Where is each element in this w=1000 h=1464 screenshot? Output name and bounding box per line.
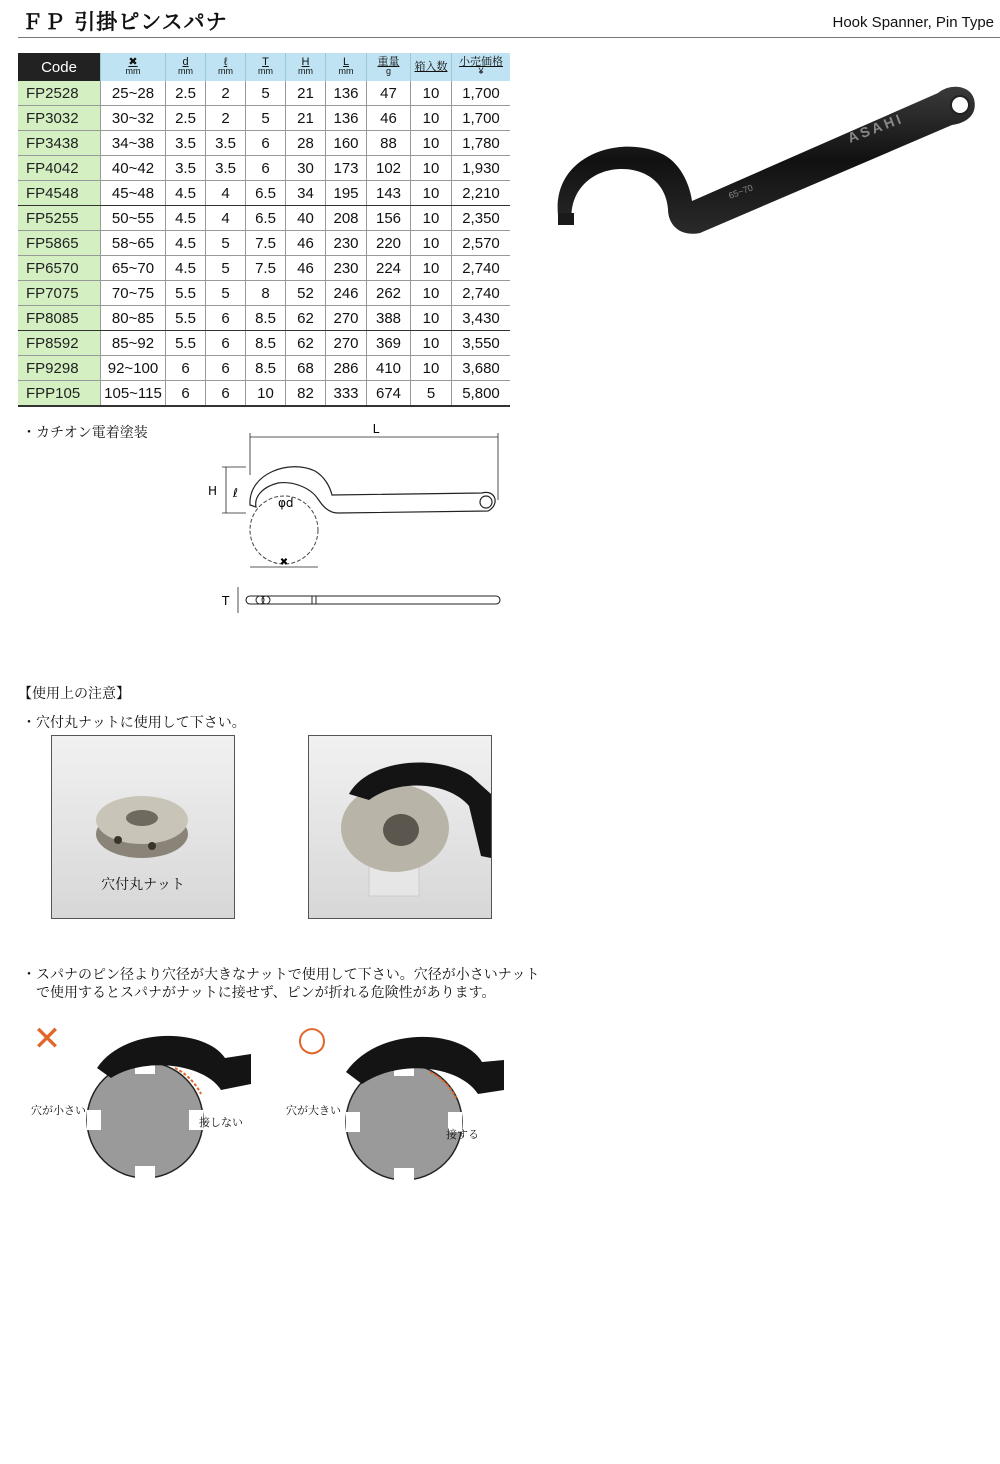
- table-cell: 674: [367, 381, 411, 407]
- table-cell: 5: [206, 256, 246, 281]
- table-cell: 410: [367, 356, 411, 381]
- table-row: [18, 156, 510, 181]
- table-cell: 246: [326, 281, 367, 306]
- table-cell: 2,740: [452, 281, 511, 306]
- table-cell: 2.5: [166, 106, 206, 131]
- bad-hole-label: 穴が小さい: [31, 1104, 86, 1117]
- product-code-cell: FP9298: [18, 356, 101, 381]
- table-cell: 195: [326, 181, 367, 206]
- caution-line-2b: で使用するとスパナがナットに接せず、ピンが折れる危険性があります。: [22, 985, 496, 1001]
- col-size: ✖ mm: [101, 53, 166, 81]
- dim-pin-length-label: ℓ: [233, 486, 238, 500]
- col-l: ℓ mm: [206, 53, 246, 81]
- table-row: [18, 81, 510, 106]
- spanner-on-nut-image: [309, 736, 491, 918]
- table-cell: 230: [326, 231, 367, 256]
- table-cell: 2,570: [452, 231, 511, 256]
- table-cell: 50~55: [101, 206, 166, 231]
- table-cell: 5.5: [166, 306, 206, 331]
- table-cell: 6: [206, 381, 246, 407]
- col-h: H mm: [286, 53, 326, 81]
- table-cell: 208: [326, 206, 367, 231]
- dim-h-label: H: [208, 484, 218, 498]
- col-weight: 重量 g: [367, 53, 411, 81]
- table-cell: 369: [367, 331, 411, 356]
- table-cell: 92~100: [101, 356, 166, 381]
- table-cell: 173: [326, 156, 367, 181]
- table-cell: 333: [326, 381, 367, 407]
- table-cell: 5: [246, 106, 286, 131]
- table-cell: 52: [286, 281, 326, 306]
- good-fit-illustration: [282, 1020, 512, 1180]
- table-cell: 88: [367, 131, 411, 156]
- table-cell: 28: [286, 131, 326, 156]
- table-cell: 2,350: [452, 206, 511, 231]
- table-cell: 40: [286, 206, 326, 231]
- spanner-on-nut-photo: [308, 735, 492, 919]
- table-cell: 10: [411, 256, 452, 281]
- table-cell: 3,430: [452, 306, 511, 331]
- table-cell: 10: [411, 131, 452, 156]
- table-cell: 3,680: [452, 356, 511, 381]
- table-cell: 230: [326, 256, 367, 281]
- product-code-cell: FP6570: [18, 256, 101, 281]
- product-code-cell: FP5255: [18, 206, 101, 231]
- table-cell: 6: [246, 131, 286, 156]
- table-cell: 6: [206, 356, 246, 381]
- table-cell: 10: [411, 331, 452, 356]
- spec-table-body: [18, 81, 510, 406]
- table-cell: 40~42: [101, 156, 166, 181]
- product-code-cell: FP4548: [18, 181, 101, 206]
- good-hole-label: 穴が大きい: [286, 1104, 341, 1117]
- table-cell: 224: [367, 256, 411, 281]
- table-cell: 47: [367, 81, 411, 106]
- dim-nut-label: ✖: [279, 557, 289, 568]
- table-cell: 82: [286, 381, 326, 407]
- table-cell: 10: [411, 106, 452, 131]
- table-cell: 3.5: [166, 131, 206, 156]
- table-cell: 3.5: [206, 131, 246, 156]
- table-cell: 30: [286, 156, 326, 181]
- table-cell: 270: [326, 306, 367, 331]
- col-price: 小売価格 ¥: [452, 53, 511, 81]
- product-code-cell: FP3032: [18, 106, 101, 131]
- table-cell: 1,780: [452, 131, 511, 156]
- table-cell: 136: [326, 81, 367, 106]
- col-length: L mm: [326, 53, 367, 81]
- table-cell: 6: [206, 331, 246, 356]
- table-row: [18, 206, 510, 231]
- col-t: T mm: [246, 53, 286, 81]
- table-cell: 25~28: [101, 81, 166, 106]
- table-cell: 85~92: [101, 331, 166, 356]
- table-cell: 156: [367, 206, 411, 231]
- table-cell: 2: [206, 81, 246, 106]
- table-cell: 2,210: [452, 181, 511, 206]
- table-cell: 388: [367, 306, 411, 331]
- table-cell: 143: [367, 181, 411, 206]
- table-cell: 68: [286, 356, 326, 381]
- table-cell: 10: [411, 231, 452, 256]
- caution-title: 【使用上の注意】: [18, 686, 130, 702]
- table-cell: 1,700: [452, 106, 511, 131]
- table-cell: 220: [367, 231, 411, 256]
- brand-engraving: ASAHI: [845, 109, 906, 146]
- col-d: d mm: [166, 53, 206, 81]
- table-row: [18, 131, 510, 156]
- product-code-cell: FP7075: [18, 281, 101, 306]
- table-cell: 4.5: [166, 206, 206, 231]
- table-cell: 5: [206, 231, 246, 256]
- table-cell: 2: [206, 106, 246, 131]
- table-cell: 286: [326, 356, 367, 381]
- product-code-cell: FP2528: [18, 81, 101, 106]
- dim-l-label: L: [372, 422, 380, 436]
- table-cell: 3.5: [166, 156, 206, 181]
- table-cell: 10: [411, 81, 452, 106]
- table-cell: 10: [411, 281, 452, 306]
- table-cell: 45~48: [101, 181, 166, 206]
- dim-t-label: T: [222, 594, 230, 608]
- table-cell: 10: [411, 181, 452, 206]
- table-row: [18, 381, 510, 407]
- product-code-cell: FP4042: [18, 156, 101, 181]
- table-cell: 62: [286, 306, 326, 331]
- table-row: [18, 281, 510, 306]
- table-cell: 58~65: [101, 231, 166, 256]
- table-cell: 70~75: [101, 281, 166, 306]
- table-cell: 4.5: [166, 256, 206, 281]
- dim-pin-dia-label: φd: [278, 496, 294, 510]
- caution-line-1: ・穴付丸ナットに使用して下さい。: [22, 715, 246, 731]
- coating-note: ・カチオン電着塗装: [22, 425, 148, 441]
- table-cell: 10: [411, 306, 452, 331]
- table-cell: 5.5: [166, 331, 206, 356]
- bad-contact-label: 接しない: [199, 1116, 243, 1129]
- table-cell: 8.5: [246, 331, 286, 356]
- product-code-cell: FP8592: [18, 331, 101, 356]
- table-cell: 6: [246, 156, 286, 181]
- table-cell: 46: [286, 256, 326, 281]
- table-cell: 270: [326, 331, 367, 356]
- spec-table: [18, 53, 510, 407]
- table-cell: 21: [286, 81, 326, 106]
- col-code: Code: [18, 53, 101, 81]
- table-cell: 5: [246, 81, 286, 106]
- table-row: [18, 231, 510, 256]
- table-cell: 2.5: [166, 81, 206, 106]
- table-row: [18, 356, 510, 381]
- table-cell: 80~85: [101, 306, 166, 331]
- table-cell: 8.5: [246, 306, 286, 331]
- table-cell: 62: [286, 331, 326, 356]
- table-cell: 102: [367, 156, 411, 181]
- col-box-qty: 箱入数: [411, 53, 452, 81]
- nut-photo: [51, 735, 235, 919]
- table-cell: 30~32: [101, 106, 166, 131]
- table-cell: 6: [166, 381, 206, 407]
- table-cell: 4: [206, 206, 246, 231]
- table-header-row: [18, 53, 510, 81]
- table-cell: 5: [411, 381, 452, 407]
- table-cell: 160: [326, 131, 367, 156]
- table-cell: 3,550: [452, 331, 511, 356]
- page-title: ＦＰ 引掛ピンスパナ: [22, 10, 228, 34]
- caution-line-2a: ・スパナのピン径より穴径が大きなナットで使用して下さい。穴径が小さいナット: [22, 967, 540, 983]
- table-cell: 5,800: [452, 381, 511, 407]
- table-cell: 46: [286, 231, 326, 256]
- table-row: [18, 331, 510, 356]
- table-cell: 136: [326, 106, 367, 131]
- hook-spanner-photo: [550, 75, 980, 245]
- table-cell: 4: [206, 181, 246, 206]
- table-cell: 5.5: [166, 281, 206, 306]
- product-code-cell: FP5865: [18, 231, 101, 256]
- page-subtitle: Hook Spanner, Pin Type: [832, 14, 994, 31]
- table-cell: 34~38: [101, 131, 166, 156]
- nut-caption: 穴付丸ナット: [101, 877, 185, 893]
- table-cell: 262: [367, 281, 411, 306]
- title-rule: [18, 37, 1000, 38]
- table-cell: 34: [286, 181, 326, 206]
- table-cell: 8: [246, 281, 286, 306]
- table-cell: 1,700: [452, 81, 511, 106]
- table-cell: 65~70: [101, 256, 166, 281]
- product-code-cell: FPP105: [18, 381, 101, 407]
- good-mark: ○: [297, 1020, 327, 1059]
- caution-line-2: [22, 966, 539, 1002]
- table-cell: 6: [206, 306, 246, 331]
- table-cell: 3.5: [206, 156, 246, 181]
- table-cell: 10: [411, 356, 452, 381]
- table-cell: 5: [206, 281, 246, 306]
- table-cell: 1,930: [452, 156, 511, 181]
- table-cell: 6: [166, 356, 206, 381]
- product-code-cell: FP3438: [18, 131, 101, 156]
- table-row: [18, 256, 510, 281]
- table-cell: 6.5: [246, 206, 286, 231]
- table-cell: 21: [286, 106, 326, 131]
- good-contact-label: 接する: [446, 1128, 479, 1141]
- table-cell: 4.5: [166, 231, 206, 256]
- table-cell: 7.5: [246, 256, 286, 281]
- table-cell: 10: [411, 156, 452, 181]
- table-cell: 4.5: [166, 181, 206, 206]
- table-row: [18, 181, 510, 206]
- bad-fit-illustration: [25, 1020, 255, 1180]
- table-row: [18, 106, 510, 131]
- bad-mark: ✕: [32, 1020, 62, 1059]
- size-engraving: 65~70: [727, 182, 755, 201]
- table-cell: 8.5: [246, 356, 286, 381]
- dimension-drawing: [200, 415, 520, 620]
- table-cell: 2,740: [452, 256, 511, 281]
- table-cell: 46: [367, 106, 411, 131]
- table-cell: 6.5: [246, 181, 286, 206]
- table-cell: 7.5: [246, 231, 286, 256]
- table-cell: 10: [411, 206, 452, 231]
- table-cell: 105~115: [101, 381, 166, 407]
- table-cell: 10: [246, 381, 286, 407]
- table-row: [18, 306, 510, 331]
- product-code-cell: FP8085: [18, 306, 101, 331]
